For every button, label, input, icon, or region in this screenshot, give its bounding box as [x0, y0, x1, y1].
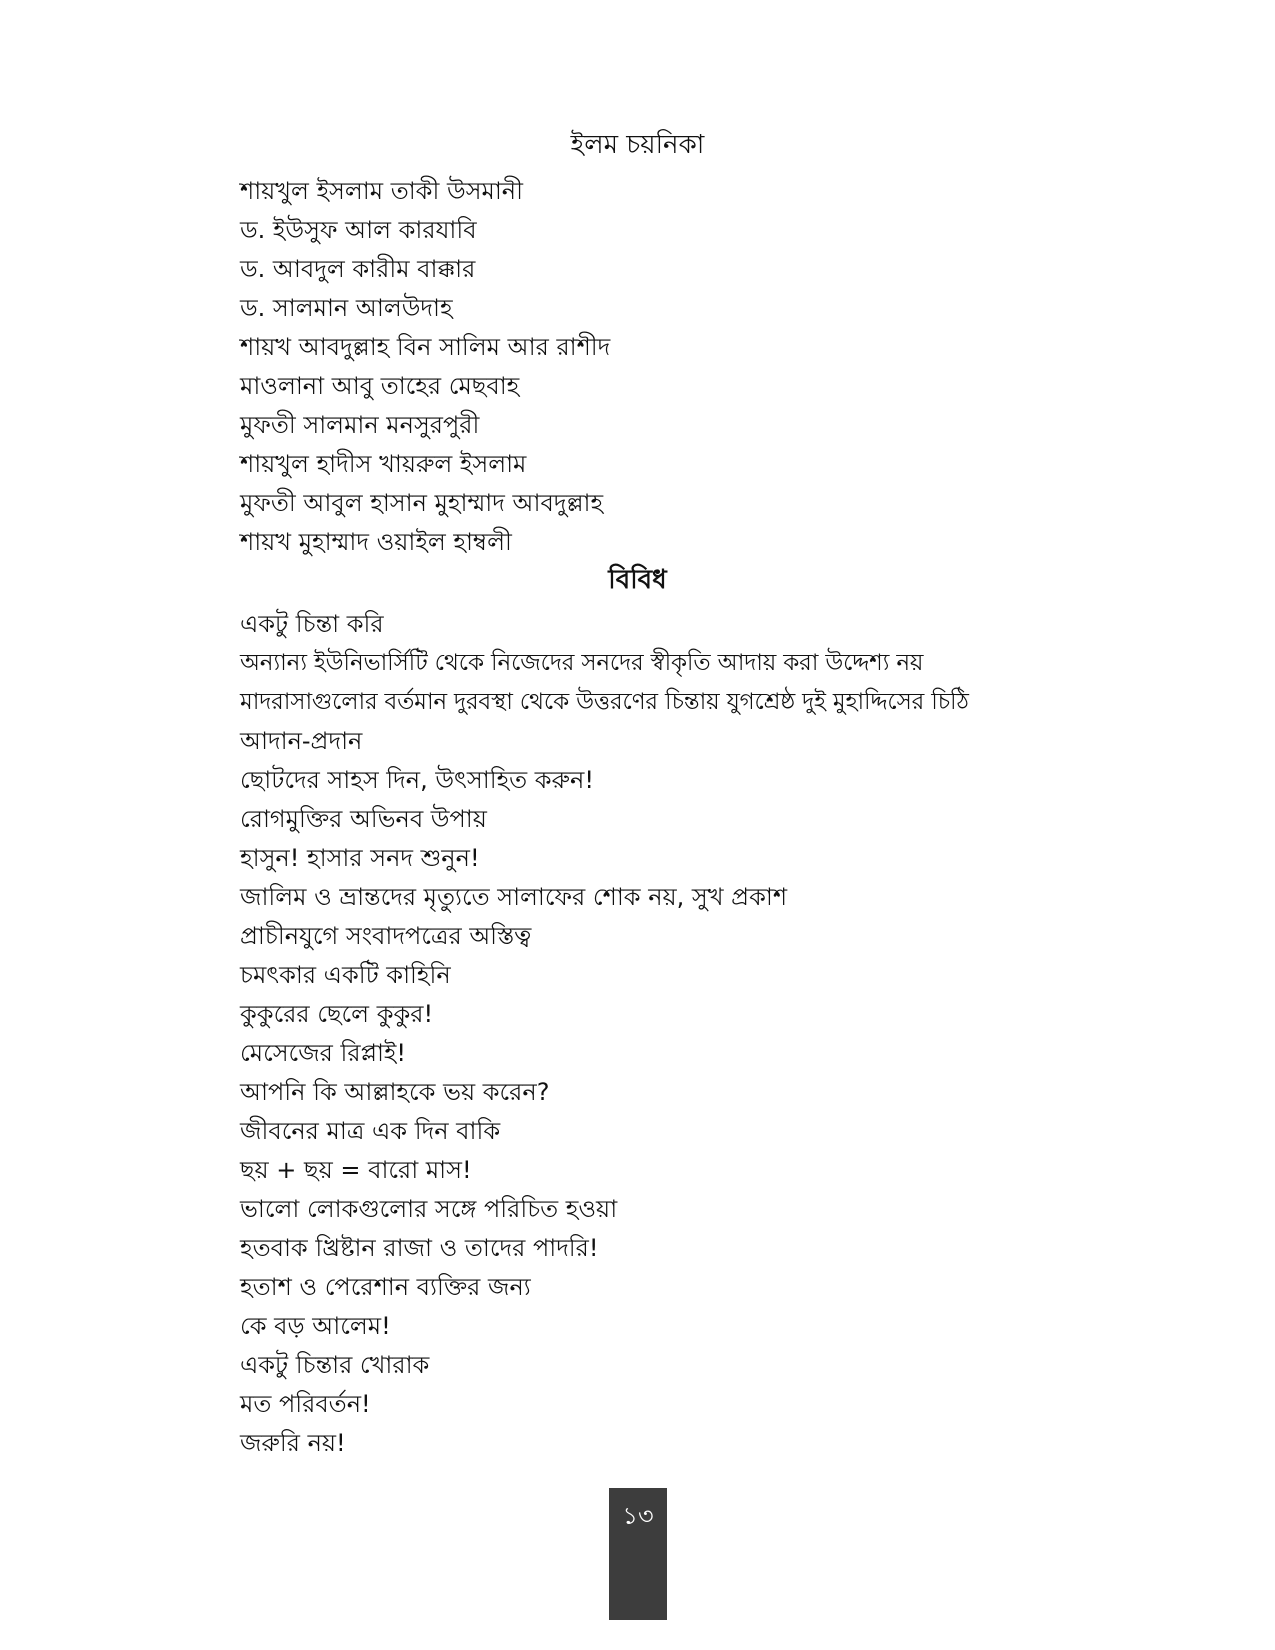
list-item: ভালো লোকগুলোর সঙ্গে পরিচিত হওয়া — [240, 1195, 618, 1223]
list-item: হাসুন! হাসার সনদ শুনুন! — [240, 844, 480, 872]
list-item: মত পরিবর্তন! — [240, 1390, 371, 1418]
page-number: ১৩ — [622, 1502, 654, 1530]
list-item: কে বড় আলেম! — [240, 1312, 391, 1340]
list-item: জালিম ও ভ্রান্তদের মৃত্যুতে সালাফের শোক নয়, সুখ প্রকাশ — [240, 883, 788, 911]
list-item: রোগমুক্তির অভিনব উপায় — [240, 805, 487, 833]
list-item: ড. ইউসুফ আল কারযাবি — [240, 216, 477, 244]
list-item: আদান-প্রদান — [240, 727, 363, 755]
scholars-list — [240, 172, 610, 562]
list-item: ছয় + ছয় = বারো মাস! — [240, 1156, 472, 1184]
list-item: জীবনের মাত্র এক দিন বাকি — [240, 1117, 501, 1145]
list-item: মাদরাসাগুলোর বর্তমান দুরবস্থা থেকে উত্তরণের চিন্তায় যুগশ্রেষ্ঠ দুই মুহাদ্দিসের চিঠি — [240, 689, 969, 715]
list-item: হতবাক খ্রিষ্টান রাজা ও তাদের পাদরি! — [240, 1234, 599, 1262]
section-heading-misc: বিবিধ — [608, 565, 667, 595]
list-item: ড. আবদুল কারীম বাক্কার — [240, 255, 476, 283]
misc-list — [240, 605, 969, 1463]
list-item: একটু চিন্তার খোরাক — [240, 1351, 430, 1379]
list-item: মুফতী আবুল হাসান মুহাম্মাদ আবদুল্লাহ — [240, 489, 604, 517]
list-item: অন্যান্য ইউনিভার্সিটি থেকে নিজেদের সনদের স্বীকৃতি আদায় করা উদ্দেশ্য নয় — [240, 650, 924, 676]
list-item: একটু চিন্তা করি — [240, 610, 384, 638]
list-item: হতাশ ও পেরেশান ব্যক্তির জন্য — [240, 1273, 531, 1301]
list-item: আপনি কি আল্লাহকে ভয় করেন? — [240, 1078, 550, 1106]
list-item: ছোটদের সাহস দিন, উৎসাহিত করুন! — [240, 766, 594, 794]
page-number-tab — [609, 1488, 667, 1620]
list-item: জরুরি নয়! — [240, 1429, 346, 1457]
list-item: শায়খুল ইসলাম তাকী উসমানী — [240, 177, 523, 205]
list-item: শায়খ মুহাম্মাদ ওয়াইল হাম্বলী — [240, 528, 512, 556]
list-item: মাওলানা আবু তাহের মেছবাহ — [240, 372, 520, 400]
list-item: মেসেজের রিপ্লাই! — [240, 1039, 407, 1067]
list-item: শায়খ আবদুল্লাহ বিন সালিম আর রাশীদ — [240, 333, 611, 361]
list-item: কুকুরের ছেলে কুকুর! — [240, 1000, 434, 1028]
list-item: ড. সালমান আলউদাহ — [240, 294, 453, 322]
list-item: মুফতী সালমান মনসুরপুরী — [240, 411, 480, 439]
list-item: শায়খুল হাদীস খায়রুল ইসলাম — [240, 450, 527, 478]
list-item: চমৎকার একটি কাহিনি — [240, 961, 451, 989]
list-item: প্রাচীনযুগে সংবাদপত্রের অস্তিত্ব — [240, 922, 532, 950]
section-heading-scholars: ইলম চয়নিকা — [570, 130, 705, 160]
